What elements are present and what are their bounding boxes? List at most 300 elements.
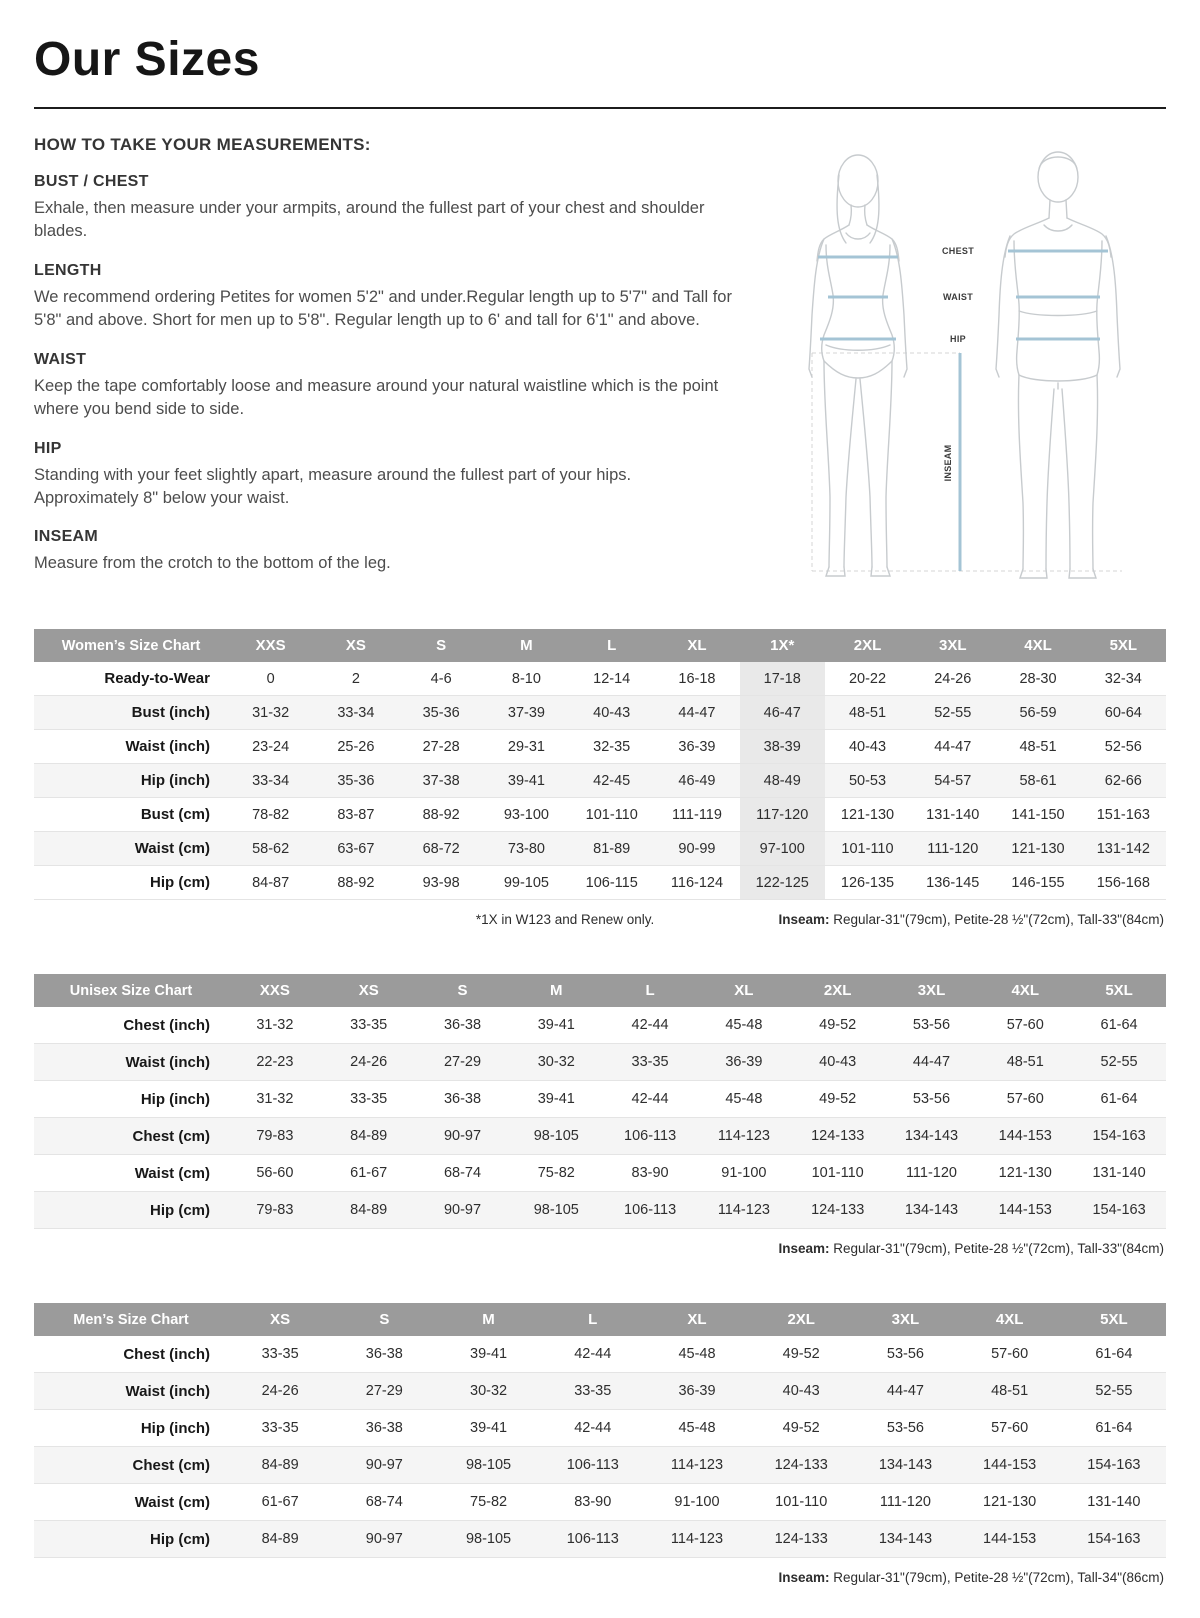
size-cell: 45-48 <box>725 1091 763 1107</box>
size-cell: 84-89 <box>350 1128 388 1144</box>
asterisk-footnote: *1X in W123 and Renew only. <box>475 912 655 927</box>
size-cell: 33-35 <box>574 1383 612 1399</box>
size-cell: 93-100 <box>503 806 549 823</box>
table-row <box>34 1410 1166 1447</box>
size-chart-mens <box>34 1303 1166 1588</box>
row-label: Waist (cm) <box>134 1164 210 1182</box>
size-column-header: XS <box>228 1303 332 1336</box>
size-cell: 33-35 <box>261 1346 299 1362</box>
size-cell: 16-18 <box>678 670 716 687</box>
size-cell: 31-32 <box>256 1091 294 1107</box>
size-cell: 114-123 <box>717 1202 770 1218</box>
size-column-header: 5XL <box>1072 974 1166 1007</box>
size-cell: 141-150 <box>1011 806 1065 823</box>
row-label: Chest (inch) <box>123 1016 210 1034</box>
size-column-header: 1X* <box>740 629 825 662</box>
table-header <box>34 1303 1166 1336</box>
size-cell: 56-59 <box>1019 704 1057 721</box>
size-column-header: S <box>399 629 484 662</box>
size-cell: 48-49 <box>740 764 825 798</box>
size-cell: 27-28 <box>422 738 460 755</box>
size-cell: 42-44 <box>631 1017 669 1033</box>
size-cell: 75-82 <box>537 1165 575 1181</box>
size-cell: 90-97 <box>365 1531 403 1547</box>
table-header <box>34 629 1166 662</box>
size-column-header: XXS <box>228 629 313 662</box>
size-cell: 61-64 <box>1095 1346 1133 1362</box>
size-cell: 49-52 <box>782 1420 820 1436</box>
size-cell: 106-115 <box>585 874 638 891</box>
size-cell: 49-52 <box>782 1346 820 1362</box>
unisex-size-table <box>34 974 1166 1229</box>
table-row <box>34 1081 1166 1118</box>
size-cell: 42-44 <box>574 1420 612 1436</box>
size-column-header: 4XL <box>995 629 1080 662</box>
section-title: BUST / CHEST <box>34 173 149 190</box>
table-row <box>34 764 1166 798</box>
section-hip <box>34 440 732 511</box>
size-cell: 49-52 <box>819 1091 857 1107</box>
size-cell: 22-23 <box>256 1054 294 1070</box>
size-cell: 39-41 <box>470 1420 508 1436</box>
table-row <box>34 1155 1166 1192</box>
size-cell: 37-39 <box>507 704 545 721</box>
size-cell: 144-153 <box>983 1531 1037 1547</box>
size-column-header: XL <box>697 974 791 1007</box>
size-cell: 60-64 <box>1104 704 1142 721</box>
row-label: Waist (cm) <box>134 1493 210 1511</box>
size-cell: 46-49 <box>678 772 716 789</box>
size-cell: 124-133 <box>774 1531 828 1547</box>
size-cell: 45-48 <box>725 1017 763 1033</box>
section-inseam <box>34 528 732 575</box>
size-cell: 57-60 <box>1006 1017 1044 1033</box>
size-cell: 44-47 <box>912 1054 951 1070</box>
size-cell: 12-14 <box>593 670 631 687</box>
size-cell: 35-36 <box>422 704 460 721</box>
row-label: Ready-to-Wear <box>104 670 210 687</box>
table-row <box>34 662 1166 696</box>
size-cell: 134-143 <box>904 1202 959 1218</box>
size-column-header: 5XL <box>1062 1303 1166 1336</box>
size-cell: 27-29 <box>443 1054 482 1070</box>
size-cell: 90-99 <box>678 840 716 857</box>
row-label: Chest (cm) <box>132 1456 210 1474</box>
section-title: INSEAM <box>34 528 99 546</box>
size-cell: 111-120 <box>905 1165 957 1181</box>
size-cell: 44-47 <box>934 738 972 755</box>
size-cell: 53-56 <box>886 1346 924 1362</box>
size-cell: 23-24 <box>252 738 290 755</box>
size-cell: 84-89 <box>261 1531 299 1547</box>
size-chart-unisex <box>34 974 1166 1259</box>
size-cell: 90-97 <box>365 1457 403 1473</box>
size-cell: 154-163 <box>1092 1202 1146 1218</box>
size-cell: 46-47 <box>740 696 825 730</box>
instructions-heading: HOW TO TAKE YOUR MEASUREMENTS: <box>34 135 371 154</box>
size-cell: 83-90 <box>574 1494 612 1510</box>
size-cell: 84-87 <box>252 874 290 891</box>
size-cell: 33-35 <box>261 1420 299 1436</box>
size-cell: 39-41 <box>470 1346 508 1362</box>
table-footnotes <box>36 912 1164 930</box>
table-row <box>34 1336 1166 1373</box>
size-cell: 49-52 <box>819 1017 857 1033</box>
size-cell: 83-90 <box>631 1165 669 1181</box>
size-column-header: XS <box>322 974 416 1007</box>
size-cell: 44-47 <box>678 704 716 721</box>
size-cell: 88-92 <box>337 874 375 891</box>
size-cell: 131-140 <box>1092 1165 1146 1181</box>
size-cell: 53-56 <box>912 1091 951 1107</box>
table-row <box>34 866 1166 900</box>
inseam-footnote: Inseam: Regular-31"(79cm), Petite-28 ½"(72cm), Tall-33"(84cm) <box>778 912 1164 927</box>
row-label: Waist (cm) <box>134 840 210 857</box>
size-cell: 31-32 <box>252 704 290 721</box>
size-cell: 131-140 <box>1087 1494 1141 1510</box>
size-cell: 114-123 <box>670 1531 724 1547</box>
section-title: WAIST <box>34 350 87 368</box>
table-row <box>34 696 1166 730</box>
measurements-content <box>34 135 1166 599</box>
size-cell: 48-51 <box>991 1383 1029 1399</box>
size-cell: 121-130 <box>1011 840 1065 857</box>
section-body: Standing with your feet slightly apart, measure around the fullest part of your hips. Approximately 8" below your waist. <box>34 465 632 507</box>
section-title: HIP <box>34 439 62 457</box>
size-cell: 111-119 <box>671 806 722 823</box>
size-cell: 88-92 <box>422 806 460 823</box>
size-cell: 121-130 <box>983 1494 1037 1510</box>
size-cell: 31-32 <box>256 1017 294 1033</box>
size-cell: 2 <box>351 670 360 687</box>
row-label: Hip (inch) <box>140 1090 210 1108</box>
table-row <box>34 832 1166 866</box>
size-cell: 56-60 <box>256 1165 294 1181</box>
size-cell: 58-62 <box>252 840 290 857</box>
mens-size-table <box>34 1303 1166 1558</box>
size-cell: 122-125 <box>740 866 825 900</box>
table-row <box>34 1484 1166 1521</box>
title-divider <box>34 107 1166 109</box>
table-row <box>34 1007 1166 1044</box>
row-label: Hip (cm) <box>150 874 210 891</box>
section-waist <box>34 351 732 422</box>
size-cell: 39-41 <box>507 772 545 789</box>
hip-label: HIP <box>950 334 966 344</box>
size-cell: 42-44 <box>631 1091 669 1107</box>
size-cell: 111-120 <box>927 840 979 857</box>
waist-label: WAIST <box>943 292 973 302</box>
size-cell: 57-60 <box>991 1346 1029 1362</box>
size-cell: 151-163 <box>1096 806 1150 823</box>
size-cell: 124-133 <box>811 1202 865 1218</box>
size-cell: 75-82 <box>470 1494 508 1510</box>
size-cell: 32-35 <box>593 738 631 755</box>
size-cell: 68-72 <box>422 840 460 857</box>
size-column-header: M <box>509 974 603 1007</box>
size-cell: 90-97 <box>443 1202 482 1218</box>
size-cell: 36-38 <box>443 1017 482 1033</box>
size-column-header: S <box>416 974 510 1007</box>
size-cell: 33-35 <box>350 1091 388 1107</box>
size-cell: 33-35 <box>631 1054 669 1070</box>
inseam-footnote: Inseam: Regular-31"(79cm), Petite-28 ½"(72cm), Tall-34"(86cm) <box>778 1570 1164 1585</box>
size-cell: 97-100 <box>740 832 825 866</box>
size-cell: 33-35 <box>350 1017 388 1033</box>
table-row <box>34 1192 1166 1229</box>
measurement-instructions <box>34 135 750 599</box>
size-cell: 4-6 <box>430 670 452 687</box>
size-cell: 48-51 <box>1006 1054 1044 1070</box>
size-cell: 0 <box>266 670 275 687</box>
size-cell: 36-38 <box>443 1091 482 1107</box>
size-cell: 144-153 <box>983 1457 1037 1473</box>
row-label: Chest (cm) <box>132 1127 210 1145</box>
size-cell: 42-44 <box>574 1346 612 1362</box>
size-cell: 27-29 <box>365 1383 403 1399</box>
size-column-header: XXS <box>228 974 322 1007</box>
size-cell: 57-60 <box>991 1420 1029 1436</box>
size-cell: 124-133 <box>774 1457 828 1473</box>
row-label: Hip (inch) <box>140 772 210 789</box>
size-cell: 40-43 <box>819 1054 857 1070</box>
table-row <box>34 1044 1166 1081</box>
size-cell: 101-110 <box>811 1165 864 1181</box>
size-cell: 156-168 <box>1096 874 1150 891</box>
size-column-header: 2XL <box>825 629 910 662</box>
size-cell: 61-64 <box>1100 1091 1138 1107</box>
size-cell: 44-47 <box>886 1383 924 1399</box>
size-cell: 36-38 <box>365 1346 403 1362</box>
size-cell: 61-67 <box>261 1494 299 1510</box>
size-column-header: 3XL <box>885 974 979 1007</box>
row-label: Waist (inch) <box>125 738 210 755</box>
womens-size-table <box>34 629 1166 900</box>
size-cell: 114-123 <box>670 1457 724 1473</box>
size-cell: 146-155 <box>1011 874 1065 891</box>
size-cell: 30-32 <box>470 1383 508 1399</box>
size-cell: 134-143 <box>878 1457 933 1473</box>
size-column-header: 4XL <box>958 1303 1062 1336</box>
size-column-header: L <box>541 1303 645 1336</box>
table-row <box>34 1118 1166 1155</box>
size-cell: 68-74 <box>443 1165 482 1181</box>
size-cell: 20-22 <box>848 670 887 687</box>
size-cell: 131-142 <box>1096 840 1150 857</box>
size-cell: 121-130 <box>840 806 895 823</box>
size-cell: 126-135 <box>840 874 895 891</box>
size-cell: 24-26 <box>261 1383 299 1399</box>
size-column-header: M <box>484 629 569 662</box>
size-cell: 101-110 <box>841 840 894 857</box>
size-cell: 37-38 <box>422 772 460 789</box>
section-bust-chest <box>34 173 732 244</box>
size-cell: 63-67 <box>337 840 375 857</box>
section-body: We recommend ordering Petites for women 5'2" and under.Regular length up to 5'7" and Tall for 5'8" and above. Short for men up to 5'8". Regular length up to 6' and tall for 6'1" and above. <box>34 287 732 330</box>
size-cell: 79-83 <box>256 1128 294 1144</box>
size-column-header: 3XL <box>910 629 995 662</box>
size-cell: 98-105 <box>465 1457 512 1473</box>
size-cell: 79-83 <box>256 1202 294 1218</box>
row-label: Hip (inch) <box>140 1419 210 1437</box>
size-cell: 61-64 <box>1100 1017 1138 1033</box>
size-cell: 83-87 <box>337 806 375 823</box>
size-cell: 32-34 <box>1104 670 1142 687</box>
size-cell: 52-55 <box>1095 1383 1133 1399</box>
size-cell: 144-153 <box>998 1128 1052 1144</box>
size-cell: 81-89 <box>593 840 631 857</box>
size-column-header: 3XL <box>853 1303 957 1336</box>
size-cell: 124-133 <box>811 1128 865 1144</box>
size-cell: 40-43 <box>782 1383 820 1399</box>
size-cell: 84-89 <box>261 1457 299 1473</box>
row-label: Hip (cm) <box>150 1530 210 1548</box>
size-cell: 134-143 <box>904 1128 959 1144</box>
size-column-header: XS <box>313 629 398 662</box>
size-cell: 114-123 <box>717 1128 770 1144</box>
table-title: Women’s Size Chart <box>34 629 228 662</box>
size-cell: 36-39 <box>678 1383 716 1399</box>
size-cell: 33-34 <box>337 704 375 721</box>
table-title: Unisex Size Chart <box>34 974 228 1007</box>
section-body: Exhale, then measure under your armpits, around the fullest part of your chest and shoulder blades. <box>34 199 705 241</box>
section-body: Keep the tape comfortably loose and measure around your natural waistline which is the point where you bend side to side. <box>34 376 719 419</box>
size-cell: 50-53 <box>848 772 887 789</box>
size-cell: 30-32 <box>537 1054 575 1070</box>
size-cell: 99-105 <box>503 874 549 891</box>
size-cell: 52-55 <box>934 704 972 721</box>
row-label: Bust (inch) <box>131 704 210 721</box>
size-cell: 17-18 <box>740 662 825 696</box>
size-cell: 48-51 <box>1019 738 1057 755</box>
size-cell: 154-163 <box>1087 1531 1141 1547</box>
size-cell: 40-43 <box>848 738 887 755</box>
size-cell: 134-143 <box>878 1531 933 1547</box>
chest-label: CHEST <box>941 246 975 256</box>
size-cell: 91-100 <box>721 1165 767 1181</box>
size-cell: 53-56 <box>886 1420 924 1436</box>
size-cell: 98-105 <box>533 1128 579 1144</box>
section-length <box>34 262 732 333</box>
size-cell: 136-145 <box>926 874 980 891</box>
inseam-label: INSEAM <box>943 444 953 482</box>
size-cell: 101-110 <box>585 806 638 823</box>
size-cell: 93-98 <box>422 874 460 891</box>
size-column-header: XL <box>645 1303 749 1336</box>
table-title: Men’s Size Chart <box>34 1303 228 1336</box>
table-row <box>34 798 1166 832</box>
size-cell: 73-80 <box>507 840 545 857</box>
size-column-header: S <box>332 1303 436 1336</box>
size-cell: 98-105 <box>533 1202 579 1218</box>
size-cell: 121-130 <box>998 1165 1052 1181</box>
table-row <box>34 730 1166 764</box>
size-cell: 33-34 <box>252 772 290 789</box>
size-cell: 25-26 <box>337 738 375 755</box>
size-cell: 24-26 <box>934 670 972 687</box>
size-cell: 45-48 <box>678 1420 716 1436</box>
table-footnotes <box>36 1241 1164 1259</box>
size-cell: 42-45 <box>593 772 631 789</box>
size-cell: 78-82 <box>252 806 290 823</box>
section-body: Measure from the crotch to the bottom of the leg. <box>34 554 391 573</box>
size-cell: 61-67 <box>350 1165 388 1181</box>
size-cell: 131-140 <box>926 806 980 823</box>
size-chart-womens <box>34 629 1166 930</box>
size-cell: 52-56 <box>1104 738 1142 755</box>
size-cell: 36-39 <box>678 738 716 755</box>
size-cell: 40-43 <box>593 704 631 721</box>
page-title: Our Sizes <box>34 33 260 86</box>
size-column-header: XL <box>654 629 739 662</box>
row-label: Waist (inch) <box>125 1382 210 1400</box>
inseam-footnote: Inseam: Regular-31"(79cm), Petite-28 ½"(72cm), Tall-33"(84cm) <box>778 1241 1164 1256</box>
male-figure <box>996 152 1120 578</box>
row-label: Bust (cm) <box>140 806 210 823</box>
size-column-header: M <box>436 1303 540 1336</box>
size-cell: 106-113 <box>566 1531 619 1547</box>
size-cell: 84-89 <box>350 1202 388 1218</box>
size-cell: 53-56 <box>912 1017 951 1033</box>
size-cell: 54-57 <box>934 772 972 789</box>
row-label: Chest (inch) <box>123 1345 210 1363</box>
row-label: Waist (inch) <box>125 1053 210 1071</box>
size-cell: 62-66 <box>1104 772 1142 789</box>
row-label: Hip (cm) <box>150 1201 210 1219</box>
size-cell: 154-163 <box>1092 1128 1146 1144</box>
size-cell: 48-51 <box>848 704 887 721</box>
size-cell: 154-163 <box>1087 1457 1141 1473</box>
table-row <box>34 1447 1166 1484</box>
size-cell: 68-74 <box>365 1494 403 1510</box>
size-cell: 101-110 <box>775 1494 828 1510</box>
size-column-header: 2XL <box>791 974 885 1007</box>
size-cell: 38-39 <box>740 730 825 764</box>
size-column-header: 5XL <box>1081 629 1166 662</box>
size-cell: 144-153 <box>998 1202 1052 1218</box>
size-cell: 35-36 <box>337 772 375 789</box>
measurement-diagram <box>766 135 1166 599</box>
size-column-header: 2XL <box>749 1303 853 1336</box>
table-footnotes <box>36 1570 1164 1588</box>
size-cell: 91-100 <box>674 1494 720 1510</box>
size-cell: 90-97 <box>443 1128 482 1144</box>
size-cell: 36-38 <box>365 1420 403 1436</box>
size-cell: 57-60 <box>1006 1091 1044 1107</box>
size-cell: 106-113 <box>624 1128 677 1144</box>
section-title: LENGTH <box>34 261 102 279</box>
table-header <box>34 974 1166 1007</box>
size-cell: 39-41 <box>537 1091 575 1107</box>
size-cell: 106-113 <box>624 1202 677 1218</box>
table-row <box>34 1373 1166 1410</box>
size-cell: 111-120 <box>879 1494 931 1510</box>
size-column-header: 4XL <box>978 974 1072 1007</box>
body-figures-illustration <box>766 139 1162 599</box>
size-cell: 45-48 <box>678 1346 716 1362</box>
size-cell: 8-10 <box>511 670 541 687</box>
size-cell: 61-64 <box>1095 1420 1133 1436</box>
size-column-header: L <box>569 629 654 662</box>
size-cell: 117-120 <box>740 798 825 832</box>
size-cell: 98-105 <box>465 1531 512 1547</box>
size-column-header: L <box>603 974 697 1007</box>
size-cell: 106-113 <box>566 1457 619 1473</box>
size-cell: 28-30 <box>1019 670 1057 687</box>
size-cell: 24-26 <box>350 1054 388 1070</box>
size-charts-area <box>34 629 1166 1588</box>
size-cell: 39-41 <box>537 1017 575 1033</box>
